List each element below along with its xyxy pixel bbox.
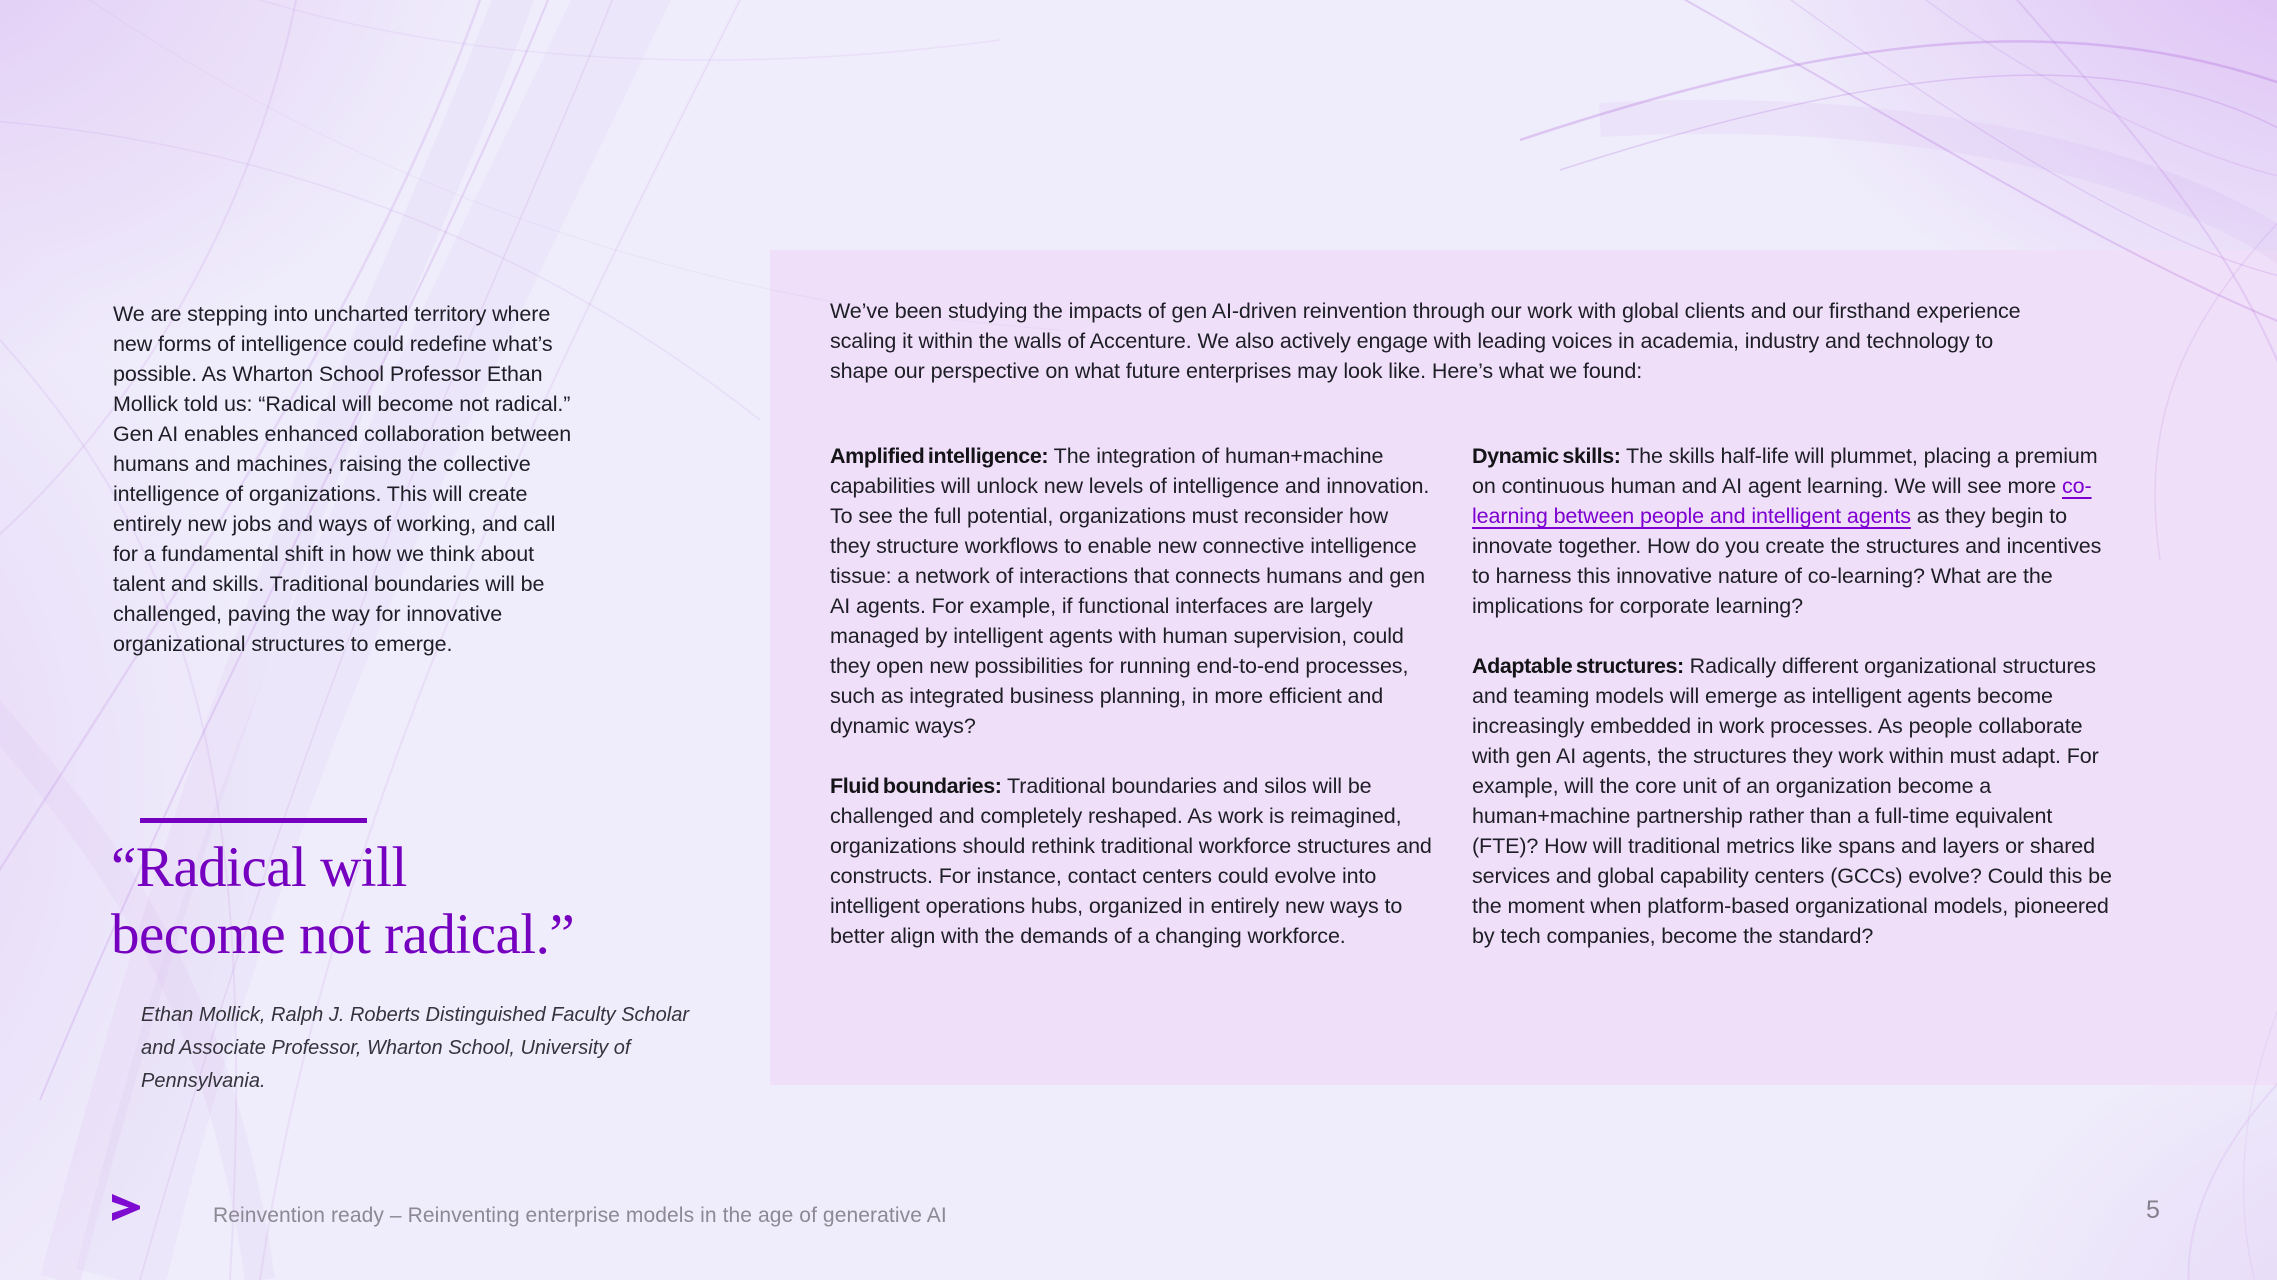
panel-column-1 <box>830 441 1432 951</box>
amplified-intelligence-paragraph <box>830 441 1432 741</box>
page-number: 5 <box>2146 1196 2160 1224</box>
dynamic-skills-text-after: as they begin to innovate together. How do you create the structures and incentives to harness this innovative nature of co-learning? What are the implications for corporate learning? <box>1472 504 2102 618</box>
pull-quote <box>111 834 731 968</box>
fluid-boundaries-text: Traditional boundaries and silos will be challenged and completely reshaped. As work is reimagined, organizations should rethink traditional workforce structures and constructs. For instance, contact centers could evolve into intelligent operations hubs, organized in entirely new ways to better align with the demands of a changing workforce. <box>830 774 1432 948</box>
dynamic-skills-label: Dynamic skills: <box>1472 444 1621 468</box>
amplified-intelligence-label: Amplified intelligence: <box>830 444 1049 468</box>
fluid-boundaries-label: Fluid boundaries: <box>830 774 1002 798</box>
pull-quote-rule <box>140 818 367 823</box>
dynamic-skills-paragraph <box>1472 441 2122 621</box>
attribution-line: Ethan Mollick, Ralph J. Roberts Distinguished Faculty Scholar <box>141 1004 690 1026</box>
co-learning-link[interactable]: co-learning between people and intelligent agents <box>1472 474 2092 528</box>
accenture-greater-than-icon <box>112 1194 140 1221</box>
footer-doc-title: Reinvention ready – Reinventing enterprise models in the age of generative AI <box>213 1204 947 1227</box>
fluid-boundaries-paragraph <box>830 771 1432 951</box>
adaptable-structures-label: Adaptable structures: <box>1472 654 1684 678</box>
panel-intro-paragraph: We’ve been studying the impacts of gen AI-driven reinvention through our work with global clients and our firsthand experience scaling it within the walls of Accenture. We also actively engage with leading voices in academia, industry and technology to shape our perspective on what future enterprises may look like. Here’s what we found: <box>830 299 2021 383</box>
attribution-line: and Associate Professor, Wharton School, University of Pennsylvania. <box>141 1037 631 1092</box>
adaptable-structures-paragraph <box>1472 651 2122 951</box>
quote-attribution <box>141 999 741 1098</box>
adaptable-structures-text: Radically different organizational structures and teaming models will emerge as intelligent agents become increasingly embedded in work processes. As people collaborate with gen AI agents, the structures they work within must adapt. For example, will the core unit of an organization become a human+machine partnership rather than a full-time equivalent (FTE)? How will traditional metrics like spans and layers or shared services and global capability centers (GCCs) evolve? Could this be the moment when platform-based organizational models, pioneered by tech companies, become the standard? <box>1472 654 2112 948</box>
left-intro-paragraph: We are stepping into uncharted territory where new forms of intelligence could redefine what’s possible. As Wharton School Professor Ethan Mollick told us: “Radical will become not radical.” Gen AI enables enhanced collaboration between humans and machines, raising the collective intelligence of organizations. This will create entirely new jobs and ways of working, and call for a fundamental shift in how we think about talent and skills. Traditional boundaries will be challenged, paving the way for innovative organizational structures to emerge. <box>113 302 572 656</box>
pull-quote-line: “Radical will <box>111 836 407 899</box>
dynamic-skills-text-before: The skills half-life will plummet, placing a premium on continuous human and AI agent learning. We will see more <box>1472 444 2098 498</box>
panel-column-2 <box>1472 441 2122 951</box>
pull-quote-line: become not radical.” <box>111 903 575 966</box>
amplified-intelligence-text: The integration of human+machine capabilities will unlock new levels of intelligence and innovation. To see the full potential, organizations must reconsider how they structure workflows to enable new connective intelligence tissue: a network of interactions that connects humans and gen AI agents. For example, if functional interfaces are largely managed by intelligent agents with human supervision, could they open new possibilities for running end-to-end processes, such as integrated business planning, in more efficient and dynamic ways? <box>830 444 1430 738</box>
